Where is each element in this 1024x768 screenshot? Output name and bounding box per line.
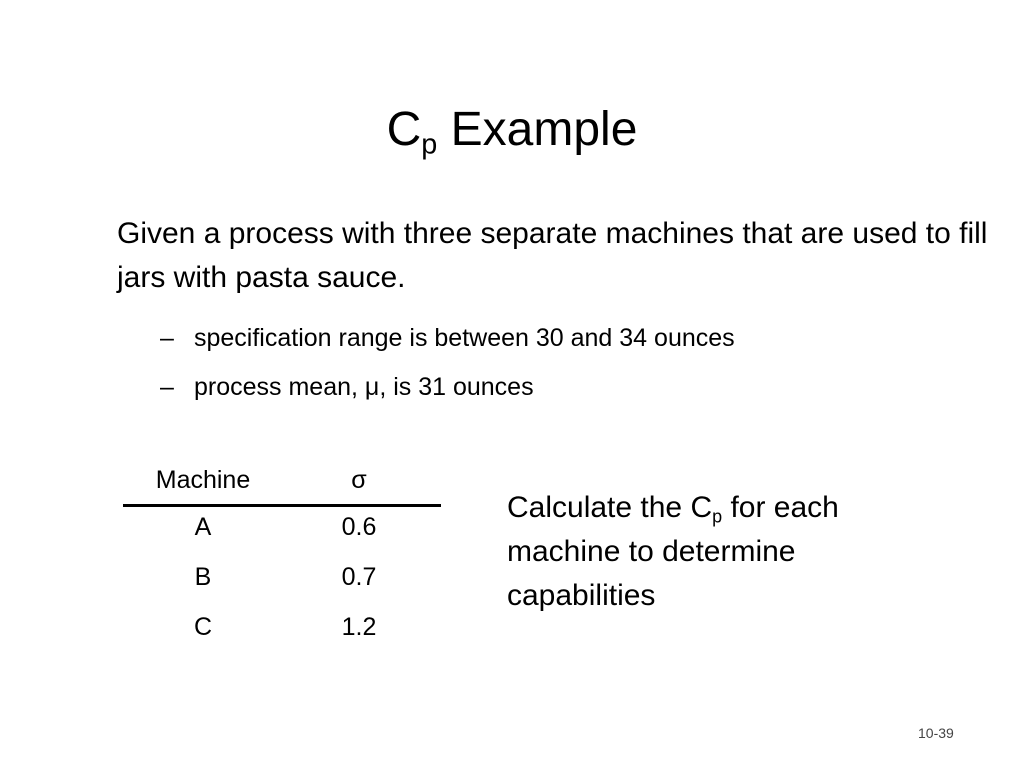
bullet-dash: – (160, 373, 174, 401)
cell-machine: A (194, 513, 212, 541)
cell-machine: C (193, 613, 213, 641)
machine-sigma-table (123, 462, 441, 657)
bullet-item (160, 322, 735, 354)
intro-paragraph: Given a process with three separate machines that are used to fill jars with pasta sauce. (117, 217, 988, 294)
cell-sigma: 0.7 (341, 563, 377, 591)
callout-after: for each machine to determine capabilities (507, 491, 839, 612)
callout-before: Calculate the C (507, 491, 713, 524)
bullet-item (160, 371, 735, 403)
table-header (123, 462, 441, 507)
slide-title (0, 100, 1024, 160)
title-rest: Example (437, 103, 638, 156)
cell-sigma: 0.6 (341, 513, 377, 541)
bullet-list (160, 322, 735, 420)
header-machine: Machine (155, 466, 251, 494)
header-sigma: σ (351, 466, 367, 494)
cell-machine: B (194, 563, 212, 591)
table-row (123, 557, 441, 607)
title-subscript: p (421, 128, 438, 161)
table-row (123, 607, 441, 657)
callout-subscript: p (712, 506, 723, 527)
bullet-text: process mean, μ, is 31 ounces (194, 373, 534, 401)
bullet-dash: – (160, 324, 174, 352)
slide-number: 10-39 (918, 725, 954, 741)
table-row (123, 507, 441, 557)
bullet-text: specification range is between 30 and 34 ounces (194, 324, 735, 352)
title-main: C (386, 103, 422, 156)
cell-sigma: 1.2 (341, 613, 377, 641)
callout-text (507, 486, 927, 618)
